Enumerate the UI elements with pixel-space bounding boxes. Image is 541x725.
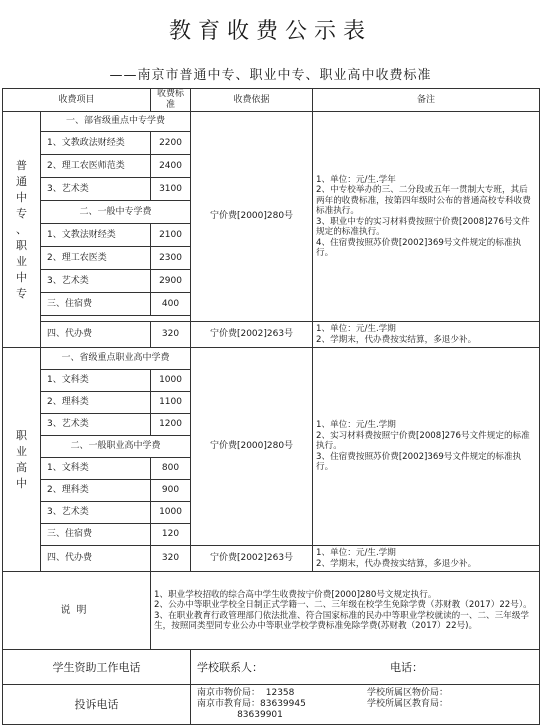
- fee-table: [2, 88, 540, 725]
- remark-cell: [313, 322, 540, 348]
- header-basis: 收费依据: [191, 89, 313, 112]
- basis-cell: 宁价费[2002]263号: [191, 322, 313, 348]
- fee-item: 2、理科类: [41, 480, 151, 502]
- fee-item: 三、住宿费: [41, 524, 151, 546]
- section-label-zhigao: 职 业 高 中: [3, 348, 41, 572]
- fee-item: 1、文教政法财经类: [41, 132, 151, 155]
- fee-item: 1、文科类: [41, 370, 151, 392]
- page-subtitle: ——南京市普通中专、职业中专、职业高中收费标准: [109, 68, 432, 83]
- fee-item: 3、艺术类: [41, 270, 151, 293]
- fee-item: 3、艺术类: [41, 502, 151, 524]
- city-phones: 南京市物价局： 12358 南京市教育局：83639945 83639901: [197, 688, 306, 720]
- header-remark: 备注: [313, 89, 540, 112]
- section-label-zhongzhuan: 普 通 中 专 、 职 业 中 专: [3, 112, 41, 348]
- fee-value: 1000: [151, 370, 191, 392]
- complaint-label: 投诉电话: [3, 685, 191, 725]
- basis-cell: 宁价费[2002]263号: [191, 546, 313, 572]
- fee-item: 1、文教法财经类: [41, 224, 151, 247]
- remark-line: 1、单位：元/生.学期: [316, 548, 396, 558]
- fee-item: 1、文科类: [41, 458, 151, 480]
- school-contact: 学校联系人：: [197, 660, 264, 674]
- fee-value: 1200: [151, 414, 191, 436]
- fee-value: 1000: [151, 502, 191, 524]
- remark-line: 3、职业中专的实习材料费按照宁价费[2008]276号文件规定的标准执行。: [316, 216, 530, 237]
- fee-value: 800: [151, 458, 191, 480]
- fee-value: 320: [151, 322, 191, 348]
- remark-line: 3、在职业教育行政管理部门依法批准、符合国家标准的民办中等职业学校就读的一、二、三年级学生，按照同类型同专业公办中等职业学校学费标准免除学费(苏财教（2017）22号)。: [154, 610, 530, 631]
- fee-value: 2400: [151, 155, 191, 178]
- basis-cell: 宁价费[2000]280号: [191, 348, 313, 546]
- remark-line: 4、住宿费按照苏价费[2002]369号文件规定的标准执行。: [316, 237, 522, 258]
- fee-item: 四、代办费: [41, 322, 151, 348]
- explain-label: 说明: [3, 572, 151, 650]
- group-heading: 一、部省级重点中专学费: [41, 112, 191, 132]
- explain-text: [151, 572, 540, 650]
- fee-item: 2、理科类: [41, 392, 151, 414]
- fee-item: 2、理工农医类: [41, 247, 151, 270]
- district-phones: 学校所属区物价局： 学校所属区教育局：: [367, 688, 449, 709]
- fee-value: 2200: [151, 132, 191, 155]
- fee-value: 2900: [151, 270, 191, 293]
- fee-value: 2100: [151, 224, 191, 247]
- remark-line: 2、学期末，代办费按实结算，多退少补。: [316, 558, 477, 569]
- remark-line: 3、住宿费按照苏价费[2002]369号文件规定的标准执行。: [316, 451, 522, 473]
- basis-cell: 宁价费[2000]280号: [191, 112, 313, 322]
- fee-value: 3100: [151, 178, 191, 201]
- group-heading: 二、一般职业高中学费: [41, 436, 191, 458]
- remark-cell: [313, 112, 540, 322]
- remark-line: 1、单位：元/生.学期: [316, 420, 396, 431]
- fee-value: 120: [151, 524, 191, 546]
- fee-item: 三、住宿费: [41, 293, 151, 316]
- fee-item: 3、艺术类: [41, 178, 151, 201]
- fee-value: 400: [151, 293, 191, 316]
- header-row: [3, 89, 540, 112]
- header-item: 收费项目: [3, 89, 151, 112]
- remark-line: 2、公办中等职业学校全日制正式学籍一、二、三年级在校学生免除学费（苏财教（2017）22号）。: [154, 600, 532, 610]
- remark-cell: [313, 348, 540, 546]
- fee-item: 四、代办费: [41, 546, 151, 572]
- group-heading: 二、一般中专学费: [41, 201, 191, 224]
- remark-line: 2、学期末，代办费按实结算，多退少补。: [316, 334, 477, 345]
- fee-value: 320: [151, 546, 191, 572]
- remark-line: 2、实习材料费按照宁价费[2008]276号文件规定的标准执行。: [316, 430, 530, 452]
- school-contact-row: [191, 650, 540, 685]
- remark-line: 1、单位：元/生.学期: [316, 324, 396, 334]
- remark-line: 1、单位：元/生.学年: [316, 174, 396, 185]
- fee-value: 900: [151, 480, 191, 502]
- school-phone: 电话：: [390, 660, 424, 674]
- page-title: 教育收费公示表: [168, 19, 372, 44]
- remark-line: 1、职业学校招收的综合高中学生收费按宁价费[2000]280号文规定执行。: [154, 589, 437, 600]
- header-std: 收费标准: [151, 89, 191, 112]
- remark-cell: [313, 546, 540, 572]
- fee-item: 3、艺术类: [41, 414, 151, 436]
- group-heading: 一、省级重点职业高中学费: [41, 348, 191, 370]
- remark-line: 2、中专校举办的三、二分段或五年一贯制大专班，其后两年的收费标准，按第四年级时公布的普通高校专科收费标准执行。: [316, 185, 531, 216]
- aid-phone-label: 学生资助工作电话: [3, 650, 191, 685]
- complaint-cell: [191, 685, 540, 725]
- fee-value: 2300: [151, 247, 191, 270]
- fee-item: 2、理工农医师范类: [41, 155, 151, 178]
- fee-value: 1100: [151, 392, 191, 414]
